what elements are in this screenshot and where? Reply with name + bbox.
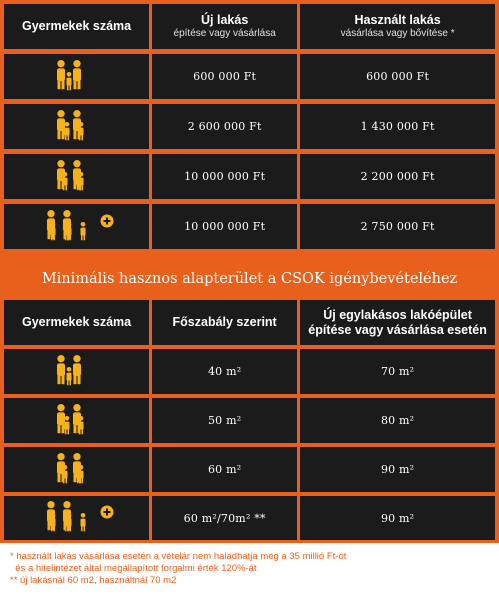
header-children-count: [4, 300, 149, 345]
header-title: Főszabály szerint: [172, 315, 277, 329]
table-row: [4, 104, 495, 149]
amount-used: 2 750 000 Ft: [360, 220, 435, 233]
area-general: 60 m²: [207, 463, 242, 476]
table-cell: [152, 204, 297, 249]
table-row: [4, 496, 495, 540]
footnote-line: ** új lakásnál 60 m2, használtnál 70 m2: [10, 575, 177, 586]
section-title: Minimális hasznos alapterület a CSOK igénybevételéhez: [41, 271, 458, 287]
family-1-child-icon: [4, 54, 149, 99]
header-new-home: [152, 4, 297, 49]
area-new-house: 80 m²: [380, 414, 415, 427]
header-title: Új lakás: [201, 13, 249, 27]
footnote-line: és a hitelintézet által megállapított forgalmi érték 120%-át: [10, 563, 257, 574]
table-row: [4, 398, 495, 443]
header-general-rule: [152, 300, 297, 345]
family-4-plus-children-icon: [4, 496, 149, 540]
amount-new: 2 600 000 Ft: [187, 120, 262, 133]
area-new-house: 90 m²: [380, 463, 415, 476]
family-4-plus-children-icon: [4, 204, 149, 249]
header-title: Gyermekek száma: [21, 315, 132, 329]
table-cell: [300, 54, 495, 99]
table-cell: [152, 447, 297, 492]
table-row: [4, 204, 495, 249]
family-1-child-icon: [4, 349, 149, 394]
table-cell: [152, 154, 297, 199]
table-header-row: [4, 300, 495, 345]
header-title: Új egylakásos lakóépület építése vagy vásárlása esetén: [308, 307, 487, 337]
table-row: [4, 54, 495, 99]
table-cell: [152, 104, 297, 149]
family-2-children-icon: [4, 398, 149, 443]
amount-used: 1 430 000 Ft: [360, 120, 435, 133]
header-new-single-family-house: [300, 300, 495, 345]
header-title: Gyermekek száma: [22, 19, 132, 33]
table-cell: [300, 104, 495, 149]
table-row: [4, 154, 495, 199]
area-new-house: 90 m²: [380, 511, 415, 525]
header-subtitle: építése vagy vásárlása: [173, 28, 276, 39]
footnote-line: * használt lakás vásárlása esetén a vételár nem haladhatja meg a 35 millió Ft-ot: [10, 551, 347, 562]
amount-used: 600 000 Ft: [366, 70, 430, 83]
area-general: 60 m²/70m² **: [183, 511, 266, 525]
header-children-count: [4, 4, 149, 49]
footnotes: [0, 543, 499, 606]
table-header-row: [4, 4, 495, 49]
family-3-children-icon: [4, 154, 149, 199]
header-subtitle: vásárlása vagy bővítése *: [340, 28, 455, 39]
header-title: Használt lakás: [354, 13, 441, 27]
area-general: 50 m²: [207, 414, 242, 427]
table-cell: [300, 496, 495, 540]
area-new-house: 70 m²: [380, 365, 415, 378]
table-cell: [300, 154, 495, 199]
family-2-children-icon: [4, 104, 149, 149]
table-cell: [300, 447, 495, 492]
amount-new: 600 000 Ft: [193, 70, 257, 83]
table-row: [4, 447, 495, 492]
table-cell: [152, 496, 297, 540]
table-cell: [300, 398, 495, 443]
table-cell: [300, 349, 495, 394]
amount-new: 10 000 000 Ft: [184, 170, 266, 183]
area-general: 40 m²: [207, 365, 242, 378]
header-used-home: [300, 4, 495, 49]
table-cell: [300, 204, 495, 249]
table-cell: [152, 349, 297, 394]
table-cell: [152, 398, 297, 443]
table-row: [4, 349, 495, 394]
table-cell: [152, 54, 297, 99]
family-3-children-icon: [4, 447, 149, 492]
amount-new: 10 000 000 Ft: [184, 220, 266, 233]
amount-used: 2 200 000 Ft: [360, 170, 435, 183]
